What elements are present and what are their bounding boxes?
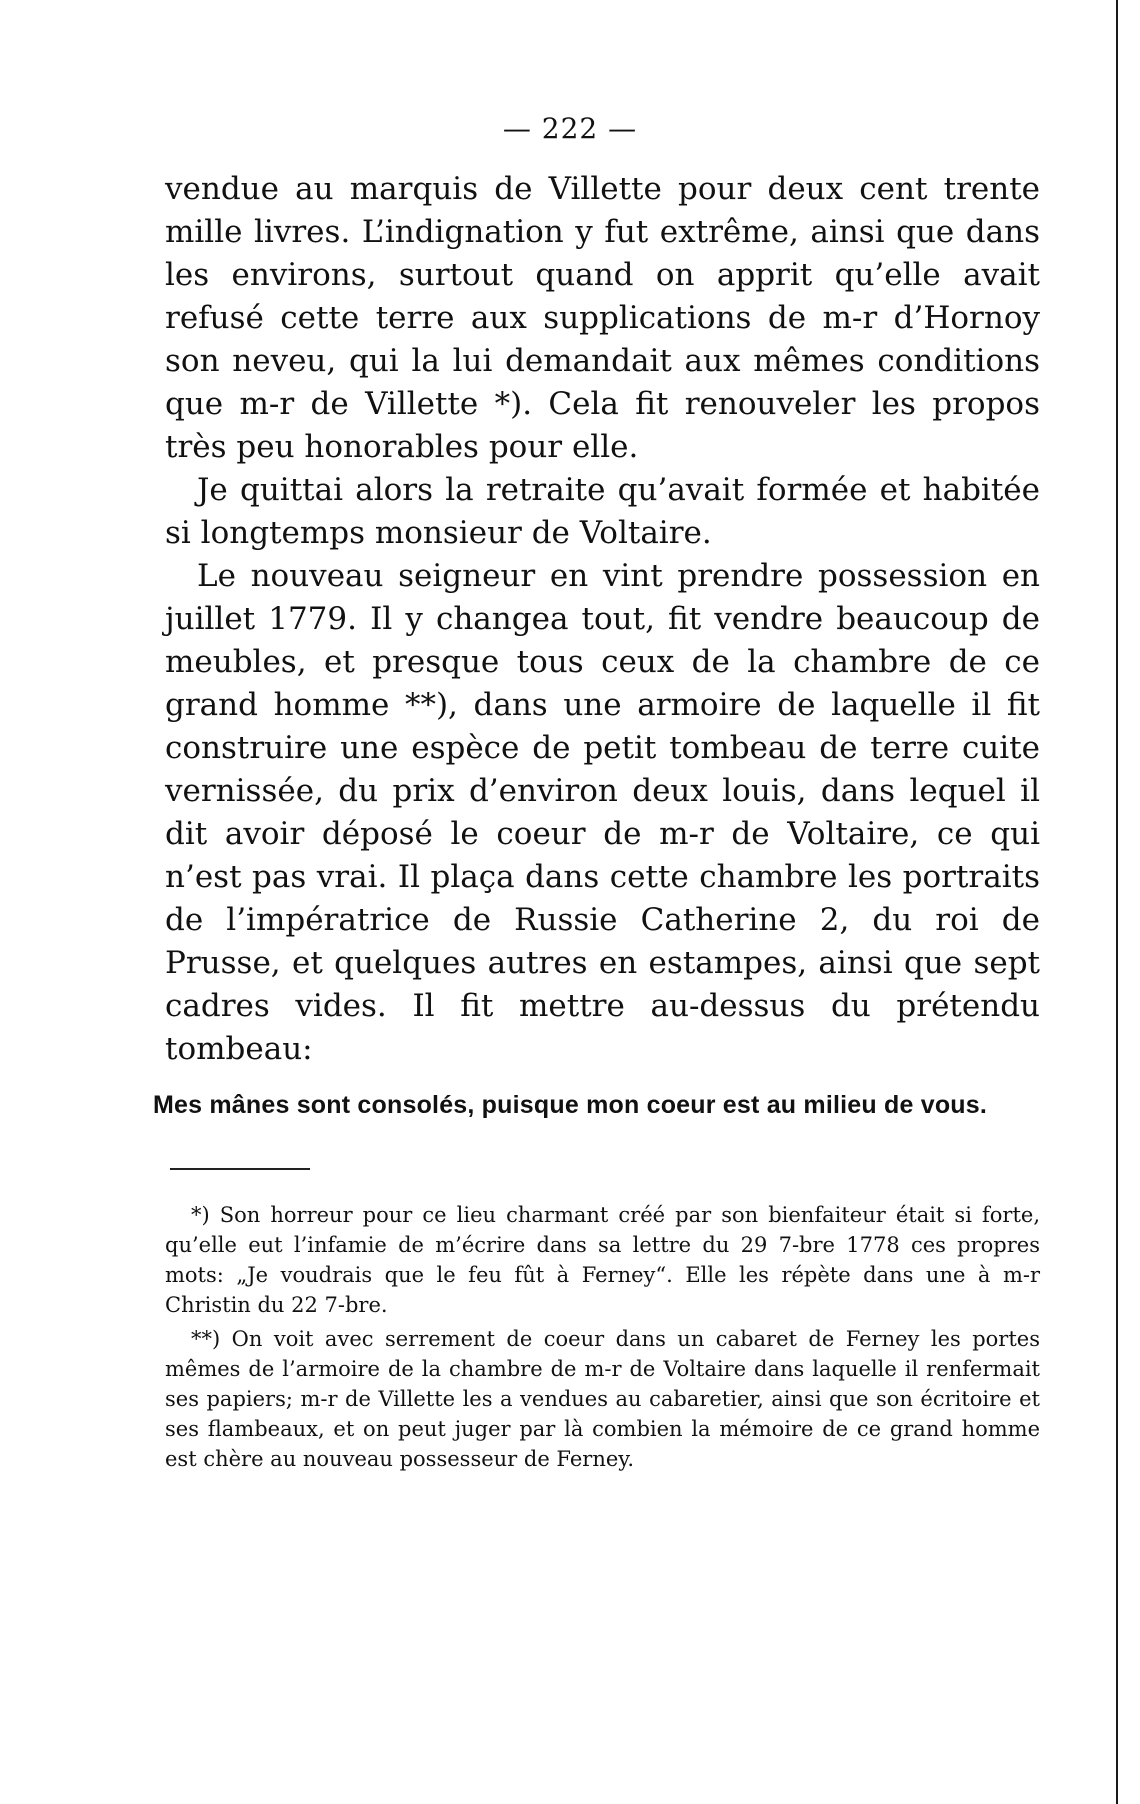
footnote-2: **) On voit avec serrement de coeur dans un cabaret de Ferney les portes mêmes de l’armoire de la chambre de m-r de Voltaire dans laquelle il renfermait ses papiers; m-r de Villette les a vendues au cabaretier, ainsi que son écritoire et ses flambeaux, et on peut juger par là combien la mémoire de ce grand homme est chère au nouveau possesseur de Ferney. bbox=[165, 1327, 1040, 1471]
tomb-inscription: Mes mânes sont consolés, puisque mon coeur est au milieu de vous. bbox=[152, 1091, 988, 1119]
page-edge-line bbox=[1116, 0, 1118, 1804]
page-number: — 222 — bbox=[502, 112, 638, 145]
paragraph-2: Je quittai alors la retraite qu’avait formée et habitée si longtemps monsieur de Voltaire. bbox=[165, 472, 1040, 551]
footnotes bbox=[165, 1200, 1040, 1474]
paragraph-1: vendue au marquis de Villette pour deux cent trente mille livres. L’indignation y fut extrême, ainsi que dans les environs, surtout quand on apprit qu’elle avait refusé cette terre aux supplications de m-r d’Hornoy son neveu, qui la lui demandait aux mêmes conditions que m-r de Villette *). Cela fit renouveler les propos très peu honorables pour elle. bbox=[165, 171, 1040, 465]
footnote-1: *) Son horreur pour ce lieu charmant créé par son bienfaiteur était si forte, qu’elle eut l’infamie de m’écrire dans sa lettre du 29 7-bre 1778 ces propres mots: „Je voudrais que le feu fût à Ferney“. Elle les répète dans une à m-r Christin du 22 7-bre. bbox=[165, 1203, 1040, 1317]
main-text bbox=[165, 168, 1040, 1071]
paragraph-3: Le nouveau seigneur en vint prendre possession en juillet 1779. Il y changea tout, fit vendre beaucoup de meubles, et presque tous ceux de la chambre de ce grand homme **), dans une armoire de laquelle il fit construire une espèce de petit tombeau de terre cuite vernissée, du prix d’environ deux louis, dans lequel il dit avoir déposé le coeur de m-r de Voltaire, ce qui n’est pas vrai. Il plaça dans cette chambre les portraits de l’impératrice de Russie Catherine 2, du roi de Prusse, et quelques autres en estampes, ainsi que sept cadres vides. Il fit mettre au-dessus du prétendu tombeau: bbox=[165, 558, 1040, 1067]
footnote-separator bbox=[170, 1168, 310, 1170]
